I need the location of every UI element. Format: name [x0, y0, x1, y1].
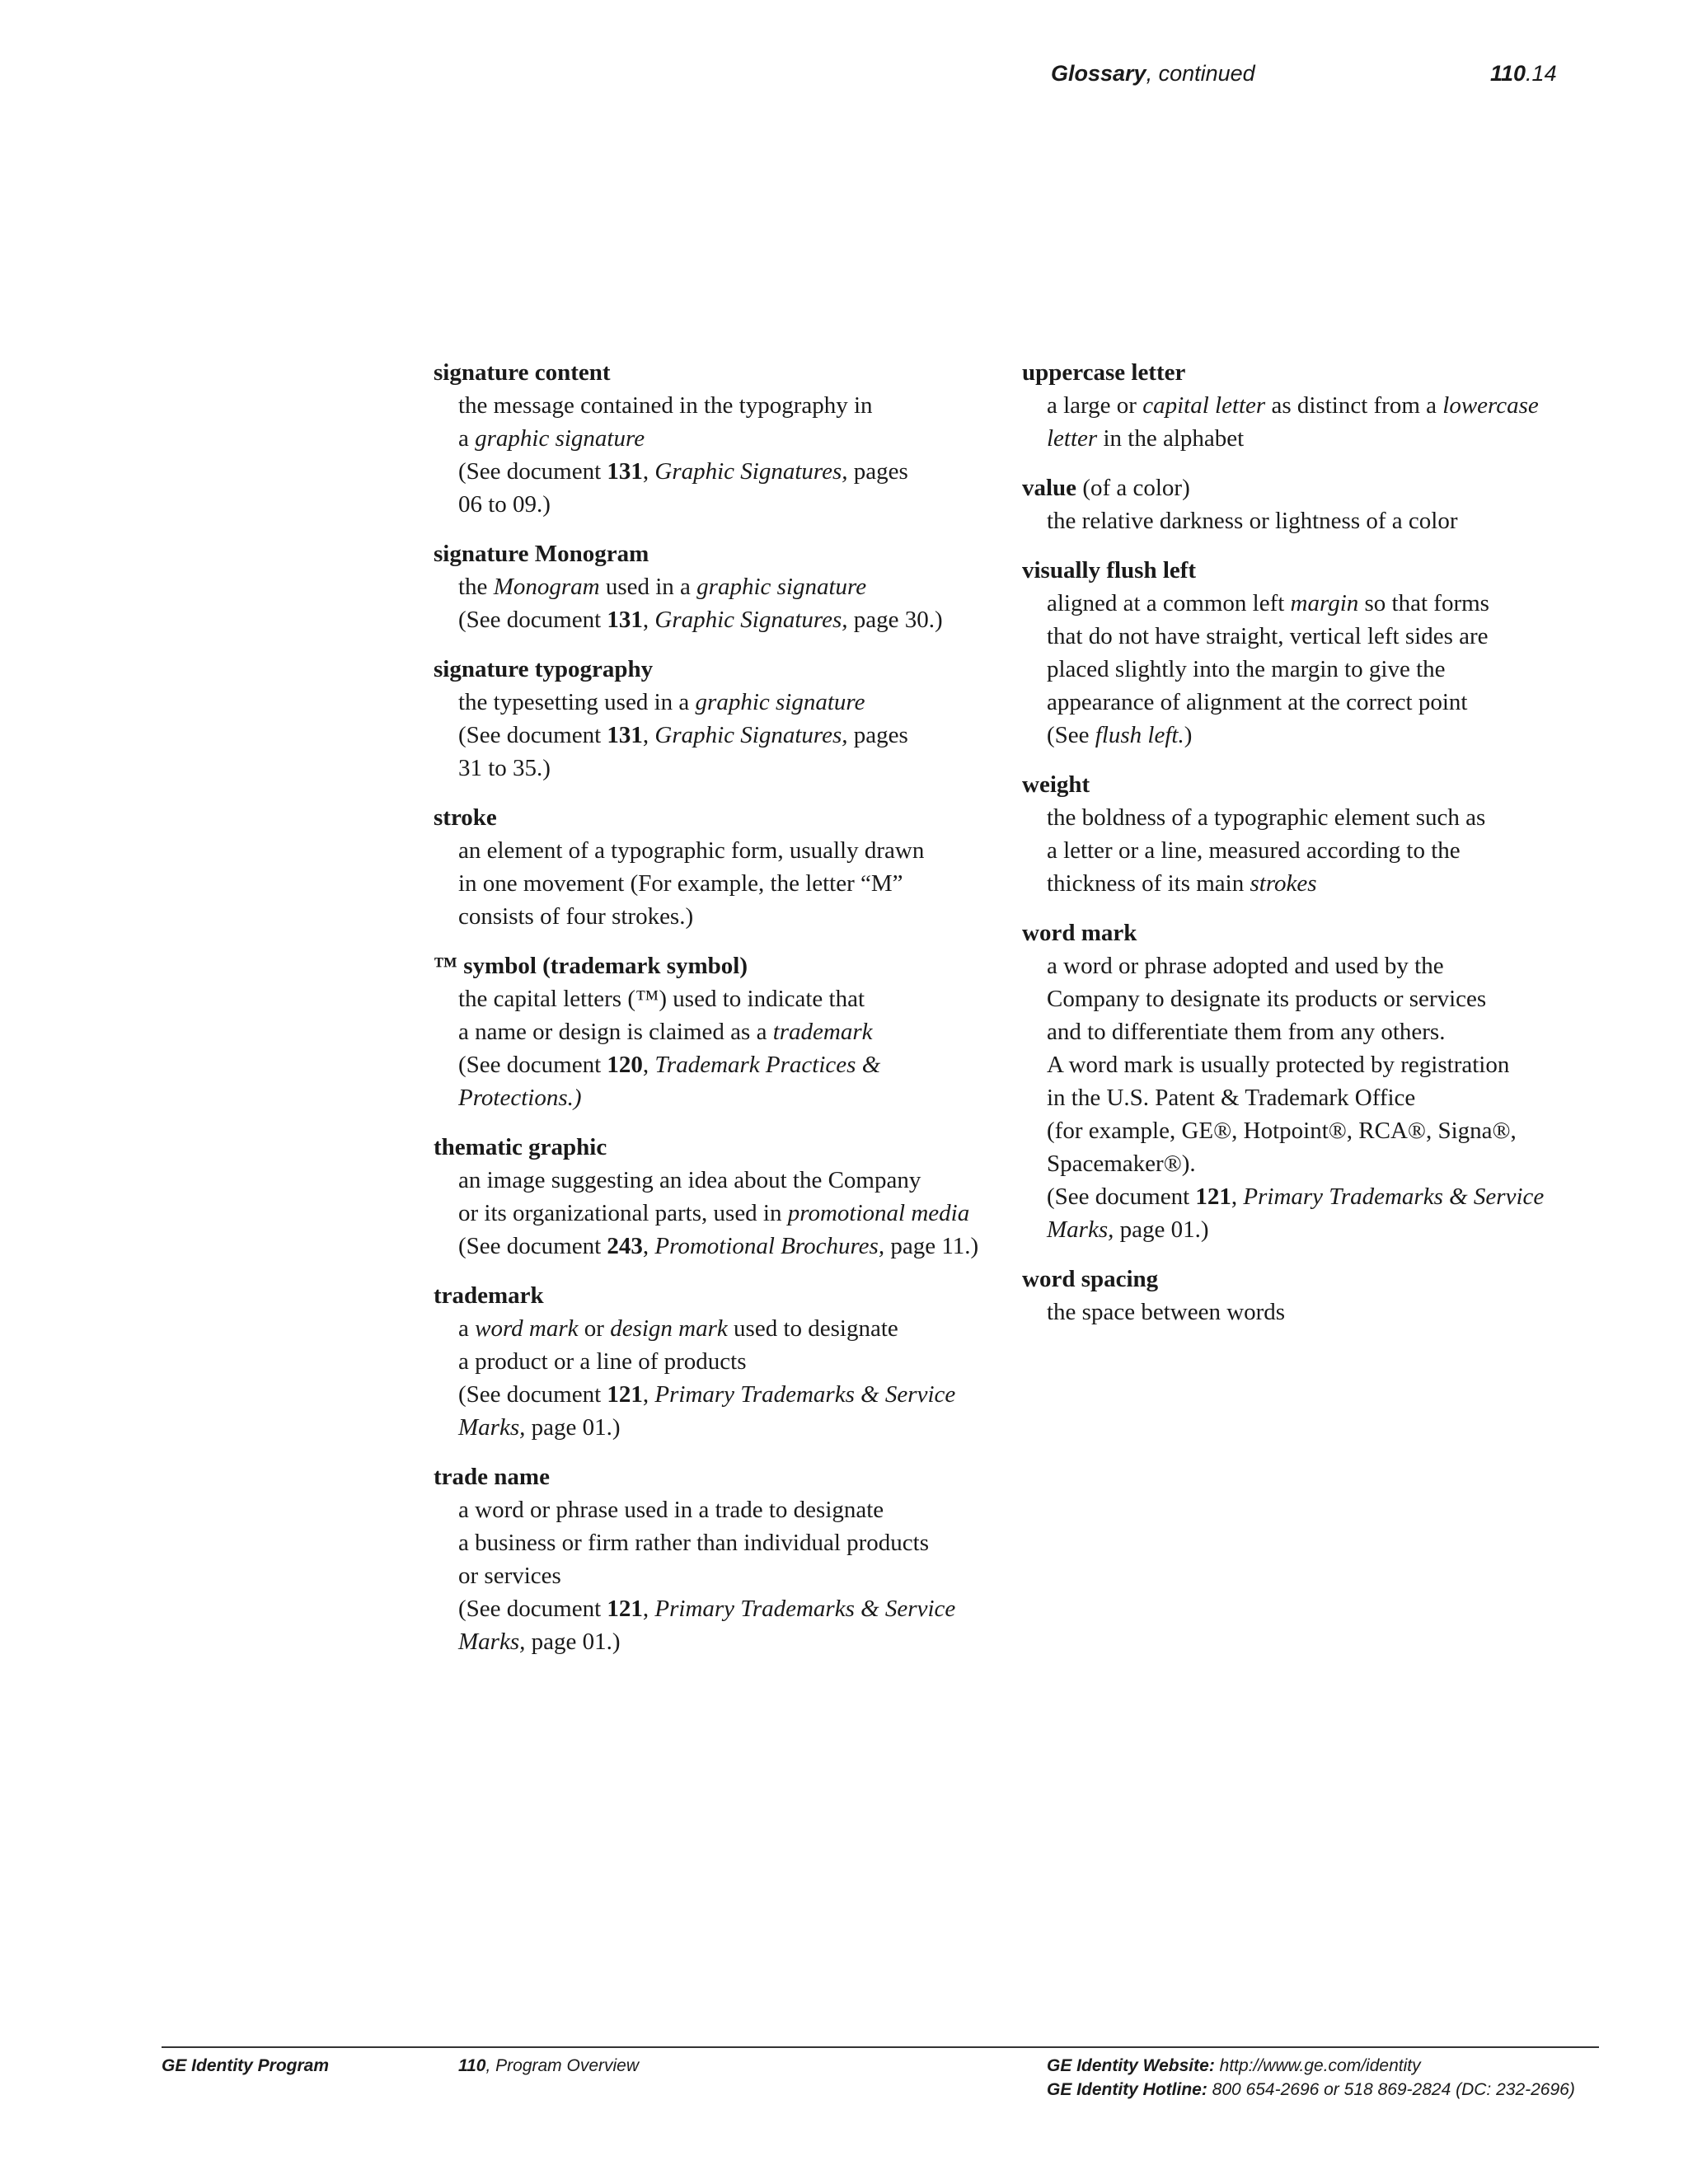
- definition-line: [1047, 1147, 1582, 1180]
- text-run: a business or firm rather than individual products: [458, 1530, 930, 1556]
- text-run: or: [578, 1315, 611, 1342]
- glossary-definition: [434, 570, 994, 636]
- definition-line: [1047, 801, 1582, 834]
- text-run: that do not have straight, vertical left sides are: [1047, 623, 1489, 649]
- definition-line: [458, 1625, 994, 1658]
- definition-line: [458, 389, 994, 422]
- text-run: (See document: [458, 1596, 607, 1622]
- text-run: pages: [847, 458, 908, 485]
- running-title: [1051, 61, 1255, 87]
- glossary-entry-uppercase-letter: [1022, 356, 1582, 455]
- glossary-entry-trade-name: [434, 1460, 994, 1658]
- definition-line: [1047, 1048, 1582, 1081]
- definition-line: [458, 1164, 994, 1197]
- footer-contact: [1047, 2054, 1575, 2102]
- definition-line: [1047, 422, 1582, 455]
- text-run: used to designate: [727, 1315, 898, 1342]
- footer-website-label: GE Identity Website:: [1047, 2056, 1215, 2075]
- text-run: 243: [607, 1233, 643, 1259]
- glossary-term: [434, 356, 994, 389]
- text-run: (for example, GE®, Hotpoint®, RCA®, Signa®,: [1047, 1118, 1517, 1144]
- text-run: page 01.): [525, 1414, 621, 1441]
- definition-line: [458, 686, 994, 719]
- definition-line: [1047, 949, 1582, 982]
- text-run: 131: [607, 458, 643, 485]
- glossary-definition: [1022, 389, 1582, 455]
- definition-line: [458, 1081, 994, 1114]
- glossary-term: [434, 801, 994, 834]
- text-run: Protections.): [458, 1085, 582, 1111]
- definition-line: [458, 900, 994, 933]
- text-run: Promotional Brochures,: [654, 1233, 885, 1259]
- text-run: lowercase: [1442, 392, 1539, 419]
- text-run: (See document: [458, 458, 607, 485]
- footer-overview: [458, 2054, 639, 2078]
- text-run: and to differentiate them from any others.: [1047, 1019, 1446, 1045]
- definition-line: [1047, 1296, 1582, 1329]
- page-number: [1490, 61, 1557, 87]
- text-run: the relative darkness or lightness of a color: [1047, 508, 1458, 534]
- text-run: a letter or a line, measured according to the: [1047, 837, 1461, 864]
- text-run: trademark: [772, 1019, 873, 1045]
- glossary-term: [1022, 916, 1582, 949]
- glossary-entry-symbol-trademark-symbol: [434, 949, 994, 1114]
- text-run: Monogram: [493, 574, 600, 600]
- glossary-term-text: word mark: [1022, 920, 1137, 946]
- glossary-term: [1022, 1263, 1582, 1296]
- page-suffix: .14: [1526, 61, 1557, 86]
- text-run: a word or phrase adopted and used by the: [1047, 953, 1444, 979]
- text-run: as distinct from a: [1265, 392, 1443, 419]
- text-run: 120: [607, 1052, 643, 1078]
- text-run: ,: [642, 722, 655, 748]
- text-run: ,: [642, 1052, 655, 1078]
- text-run: 131: [607, 607, 643, 633]
- definition-line: [458, 867, 994, 900]
- glossary-entry-weight: [1022, 768, 1582, 900]
- text-run: the space between words: [1047, 1299, 1286, 1325]
- definition-line: [458, 422, 994, 455]
- text-run: Primary Trademarks & Service: [654, 1381, 956, 1408]
- definition-line: [458, 603, 994, 636]
- glossary-term: [434, 949, 994, 982]
- text-run: Company to designate its products or services: [1047, 986, 1487, 1012]
- text-run: or services: [458, 1563, 561, 1589]
- text-run: a: [458, 1315, 476, 1342]
- text-run: an element of a typographic form, usually drawn: [458, 837, 925, 864]
- definition-line: [458, 1345, 994, 1378]
- text-run: ,: [642, 1381, 655, 1408]
- glossary-entry-signature-content: [434, 356, 994, 521]
- footer-website: [1047, 2054, 1575, 2078]
- text-run: ,: [1231, 1183, 1244, 1210]
- document-number: 110: [1490, 61, 1526, 86]
- text-run: aligned at a common left: [1047, 590, 1291, 616]
- text-run: margin: [1290, 590, 1359, 616]
- text-run: graphic signature: [475, 425, 645, 452]
- text-run: 121: [607, 1596, 643, 1622]
- definition-line: [458, 834, 994, 867]
- text-run: ,: [642, 458, 655, 485]
- definition-line: [1047, 1114, 1582, 1147]
- text-run: word mark: [475, 1315, 579, 1342]
- glossary-term: [1022, 768, 1582, 801]
- definition-line: [458, 570, 994, 603]
- text-run: (See document: [1047, 1183, 1196, 1210]
- text-run: placed slightly into the margin to give the: [1047, 656, 1446, 682]
- glossary-entry-visually-flush-left: [1022, 554, 1582, 752]
- glossary-definition: [1022, 949, 1582, 1246]
- text-run: (See: [1047, 722, 1095, 748]
- glossary-term-text: stroke: [434, 804, 497, 831]
- text-run: (See document: [458, 1052, 607, 1078]
- glossary-column-right: [1022, 356, 1582, 1345]
- text-run: (See document: [458, 607, 607, 633]
- definition-line: [458, 752, 994, 785]
- definition-line: [458, 1526, 994, 1559]
- text-run: 121: [1195, 1183, 1231, 1210]
- text-run: ,: [642, 607, 655, 633]
- glossary-definition: [434, 1164, 994, 1263]
- text-run: page 11.): [884, 1233, 979, 1259]
- text-run: a name or design is claimed as a: [458, 1019, 773, 1045]
- text-run: page 01.): [1114, 1216, 1209, 1243]
- text-run: A word mark is usually protected by registration: [1047, 1052, 1510, 1078]
- footer-overview-text: , Program Overview: [485, 2056, 640, 2075]
- definition-line: [458, 1411, 994, 1444]
- definition-line: [458, 1230, 994, 1263]
- text-run: graphic signature: [696, 574, 867, 600]
- text-run: the: [458, 574, 494, 600]
- footer-hotline-numbers: 800 654-2696 or 518 869-2824 (DC: 232-2696): [1207, 2080, 1575, 2099]
- glossary-term: [1022, 554, 1582, 587]
- text-run: Graphic Signatures,: [654, 458, 848, 485]
- text-run: a product or a line of products: [458, 1348, 747, 1375]
- glossary-term-qualifier: (of a color): [1076, 475, 1190, 501]
- text-run: consists of four strokes.): [458, 903, 694, 930]
- glossary-definition: [1022, 1296, 1582, 1329]
- glossary-entry-value: [1022, 471, 1582, 537]
- glossary-definition: [1022, 801, 1582, 900]
- definition-line: [458, 1197, 994, 1230]
- footer-program-name: GE Identity Program: [162, 2056, 330, 2075]
- glossary-definition: [1022, 587, 1582, 752]
- footer-divider: [162, 2046, 1599, 2048]
- glossary-term-text: trade name: [434, 1464, 550, 1490]
- text-run: Graphic Signatures,: [654, 722, 848, 748]
- glossary-term-text: signature content: [434, 359, 611, 386]
- text-run: Graphic Signatures,: [654, 607, 848, 633]
- text-run: in the U.S. Patent & Trademark Office: [1047, 1085, 1416, 1111]
- definition-line: [1047, 719, 1582, 752]
- glossary-definition: [1022, 504, 1582, 537]
- text-run: Marks,: [458, 1629, 526, 1655]
- section-title: Glossary: [1051, 61, 1146, 86]
- definition-line: [1047, 1180, 1582, 1213]
- text-run: an image suggesting an idea about the Company: [458, 1167, 921, 1193]
- text-run: 06 to 09.): [458, 491, 551, 518]
- definition-line: [458, 455, 994, 488]
- definition-line: [458, 1592, 994, 1625]
- glossary-entry-signature-monogram: [434, 537, 994, 636]
- glossary-term: [434, 537, 994, 570]
- text-run: Marks,: [1047, 1216, 1114, 1243]
- footer-website-url[interactable]: http://www.ge.com/identity: [1214, 2056, 1421, 2075]
- text-run: Spacemaker®).: [1047, 1151, 1196, 1177]
- definition-line: [458, 1048, 994, 1081]
- definition-line: [458, 1312, 994, 1345]
- glossary-definition: [434, 982, 994, 1114]
- glossary-term-text: weight: [1022, 771, 1090, 798]
- text-run: the message contained in the typography in: [458, 392, 873, 419]
- glossary-definition: [434, 389, 994, 521]
- text-run: Trademark Practices &: [654, 1052, 881, 1078]
- glossary-definition: [434, 1493, 994, 1658]
- text-run: (See document: [458, 1381, 607, 1408]
- text-run: in one movement (For example, the letter “M”: [458, 870, 903, 897]
- text-run: letter: [1047, 425, 1098, 452]
- footer-hotline-label: GE Identity Hotline:: [1047, 2080, 1207, 2099]
- continued-label: , continued: [1146, 61, 1255, 86]
- glossary-entry-word-spacing: [1022, 1263, 1582, 1329]
- definition-line: [458, 1559, 994, 1592]
- text-run: (See document: [458, 722, 607, 748]
- text-run: the typesetting used in a: [458, 689, 696, 715]
- text-run: a: [458, 425, 476, 452]
- text-run: 121: [607, 1381, 643, 1408]
- glossary-term-text: signature Monogram: [434, 541, 649, 567]
- definition-line: [458, 982, 994, 1015]
- text-run: pages: [847, 722, 908, 748]
- definition-line: [1047, 389, 1582, 422]
- text-run: ,: [642, 1596, 655, 1622]
- text-run: in the alphabet: [1097, 425, 1245, 452]
- glossary-term: [1022, 356, 1582, 389]
- text-run: a large or: [1047, 392, 1143, 419]
- definition-line: [458, 1378, 994, 1411]
- glossary-column-left: [434, 356, 994, 1675]
- text-run: flush left.: [1095, 722, 1184, 748]
- definition-line: [1047, 1213, 1582, 1246]
- definition-line: [458, 488, 994, 521]
- text-run: used in a: [599, 574, 697, 600]
- glossary-term: [434, 1131, 994, 1164]
- text-run: Marks,: [458, 1414, 526, 1441]
- footer-hotline: [1047, 2078, 1575, 2102]
- text-run: 31 to 35.): [458, 755, 551, 781]
- glossary-term-text: signature typography: [434, 656, 654, 682]
- text-run: ,: [642, 1233, 655, 1259]
- glossary-term-text: value: [1022, 475, 1077, 501]
- glossary-term-text: uppercase letter: [1022, 359, 1186, 386]
- text-run: capital letter: [1142, 392, 1266, 419]
- text-run: page 01.): [525, 1629, 621, 1655]
- page-header: [0, 61, 1688, 94]
- definition-line: [1047, 686, 1582, 719]
- definition-line: [1047, 587, 1582, 620]
- glossary-term: [434, 1279, 994, 1312]
- glossary-definition: [434, 1312, 994, 1444]
- text-run: (See document: [458, 1233, 607, 1259]
- definition-line: [458, 719, 994, 752]
- glossary-entry-thematic-graphic: [434, 1131, 994, 1263]
- glossary-entry-signature-typography: [434, 653, 994, 785]
- text-run: page 30.): [847, 607, 943, 633]
- definition-line: [1047, 653, 1582, 686]
- glossary-entry-word-mark: [1022, 916, 1582, 1246]
- text-run: appearance of alignment at the correct point: [1047, 689, 1468, 715]
- text-run: graphic signature: [695, 689, 865, 715]
- definition-line: [458, 1493, 994, 1526]
- text-run: strokes: [1250, 870, 1317, 897]
- text-run: design mark: [610, 1315, 728, 1342]
- glossary-entry-trademark: [434, 1279, 994, 1444]
- text-run: a word or phrase used in a trade to designate: [458, 1497, 884, 1523]
- definition-line: [1047, 867, 1582, 900]
- glossary-entry-stroke: [434, 801, 994, 933]
- definition-line: [1047, 1015, 1582, 1048]
- definition-line: [1047, 982, 1582, 1015]
- definition-line: [1047, 620, 1582, 653]
- text-run: Primary Trademarks & Service: [654, 1596, 956, 1622]
- text-run: the capital letters (™) used to indicate that: [458, 986, 865, 1012]
- glossary-term: [1022, 471, 1582, 504]
- text-run: the boldness of a typographic element such as: [1047, 804, 1486, 831]
- glossary-definition: [434, 686, 994, 785]
- definition-line: [1047, 834, 1582, 867]
- definition-line: [1047, 1081, 1582, 1114]
- text-run: so that forms: [1358, 590, 1489, 616]
- glossary-term: [434, 1460, 994, 1493]
- glossary-term-text: trademark: [434, 1282, 544, 1309]
- text-run: ): [1184, 722, 1193, 748]
- text-run: Primary Trademarks & Service: [1243, 1183, 1545, 1210]
- text-run: or its organizational parts, used in: [458, 1200, 788, 1226]
- definition-line: [1047, 504, 1582, 537]
- footer-overview-number: 110: [458, 2056, 486, 2075]
- definition-line: [458, 1015, 994, 1048]
- text-run: promotional media: [787, 1200, 970, 1226]
- glossary-term-text: ™ symbol (trademark symbol): [434, 953, 748, 979]
- glossary-term-text: word spacing: [1022, 1266, 1159, 1292]
- glossary-term-text: visually flush left: [1022, 557, 1197, 583]
- glossary-definition: [434, 834, 994, 933]
- text-run: thickness of its main: [1047, 870, 1250, 897]
- glossary-term: [434, 653, 994, 686]
- glossary-term-text: thematic graphic: [434, 1134, 607, 1160]
- text-run: 131: [607, 722, 643, 748]
